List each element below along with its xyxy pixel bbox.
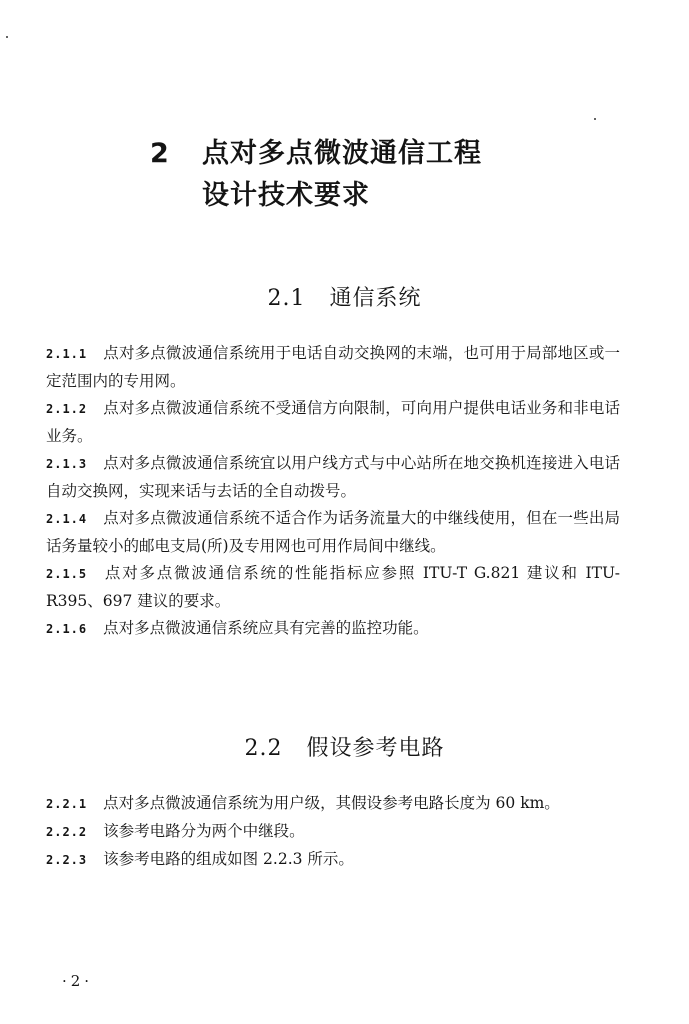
section-heading-2-1: [0, 281, 689, 312]
clause-text: 点对多点微波通信系统应具有完善的监控功能。: [103, 619, 429, 637]
clause-number: 2.1.3: [46, 457, 88, 471]
clause-number: 2.1.6: [46, 622, 88, 636]
section-number: 2.2: [244, 736, 283, 761]
clause-number: 2.1.4: [46, 512, 88, 526]
clause-2-1-1: [46, 340, 620, 395]
clause-2-2-1: [46, 790, 620, 818]
section-title: 通信系统: [329, 286, 422, 311]
clause-text: 该参考电路分为两个中继段。: [103, 822, 305, 840]
clause-2-2-2: [46, 818, 620, 846]
clause-2-1-4: [46, 505, 620, 560]
clause-2-1-3: [46, 450, 620, 505]
chapter-heading: [150, 133, 482, 217]
chapter-title-line2: 设计技术要求: [202, 180, 370, 211]
clause-2-2-3: [46, 846, 620, 874]
clause-text: 该参考电路的组成如图 2.2.3 所示。: [103, 850, 354, 868]
clause-text: 点对多点微波通信系统宜以用户线方式与中心站所在地交换机连接进入电话自动交换网，实现来话与去话的全自动拨号。: [46, 454, 620, 500]
clause-number: 2.2.2: [46, 825, 88, 839]
clause-number: 2.2.3: [46, 853, 88, 867]
section-2-2-clauses: [46, 790, 620, 874]
chapter-title-line1: 点对多点微波通信工程: [202, 138, 482, 169]
clause-2-1-6: [46, 615, 620, 643]
clause-number: 2.2.1: [46, 797, 88, 811]
section-title: 假设参考电路: [306, 736, 445, 761]
clause-text: 点对多点微波通信系统不适合作为话务流量大的中继线使用，但在一些出局话务量较小的邮电支局(所)及专用网也可用作局间中继线。: [46, 509, 620, 555]
clause-text: 点对多点微波通信系统不受通信方向限制，可向用户提供电话业务和非电话业务。: [46, 399, 620, 445]
clause-text: 点对多点微波通信系统的性能指标应参照 ITU-T G.821 建议和 ITU-R395、697 建议的要求。: [46, 564, 620, 610]
scan-speck: [594, 118, 596, 120]
chapter-number: 2: [150, 138, 170, 169]
clause-2-1-2: [46, 395, 620, 450]
section-2-1-clauses: [46, 340, 620, 643]
clause-number: 2.1.2: [46, 402, 88, 416]
section-heading-2-2: [0, 731, 689, 762]
clause-text: 点对多点微波通信系统用于电话自动交换网的末端，也可用于局部地区或一定范围内的专用网。: [46, 344, 620, 390]
page-number: ·2·: [62, 972, 94, 990]
scan-speck: [6, 36, 8, 38]
clause-text: 点对多点微波通信系统为用户级，其假设参考电路长度为 60 km。: [103, 794, 560, 812]
section-number: 2.1: [267, 286, 306, 311]
clause-2-1-5: [46, 560, 620, 615]
clause-number: 2.1.5: [46, 567, 88, 581]
clause-number: 2.1.1: [46, 347, 88, 361]
